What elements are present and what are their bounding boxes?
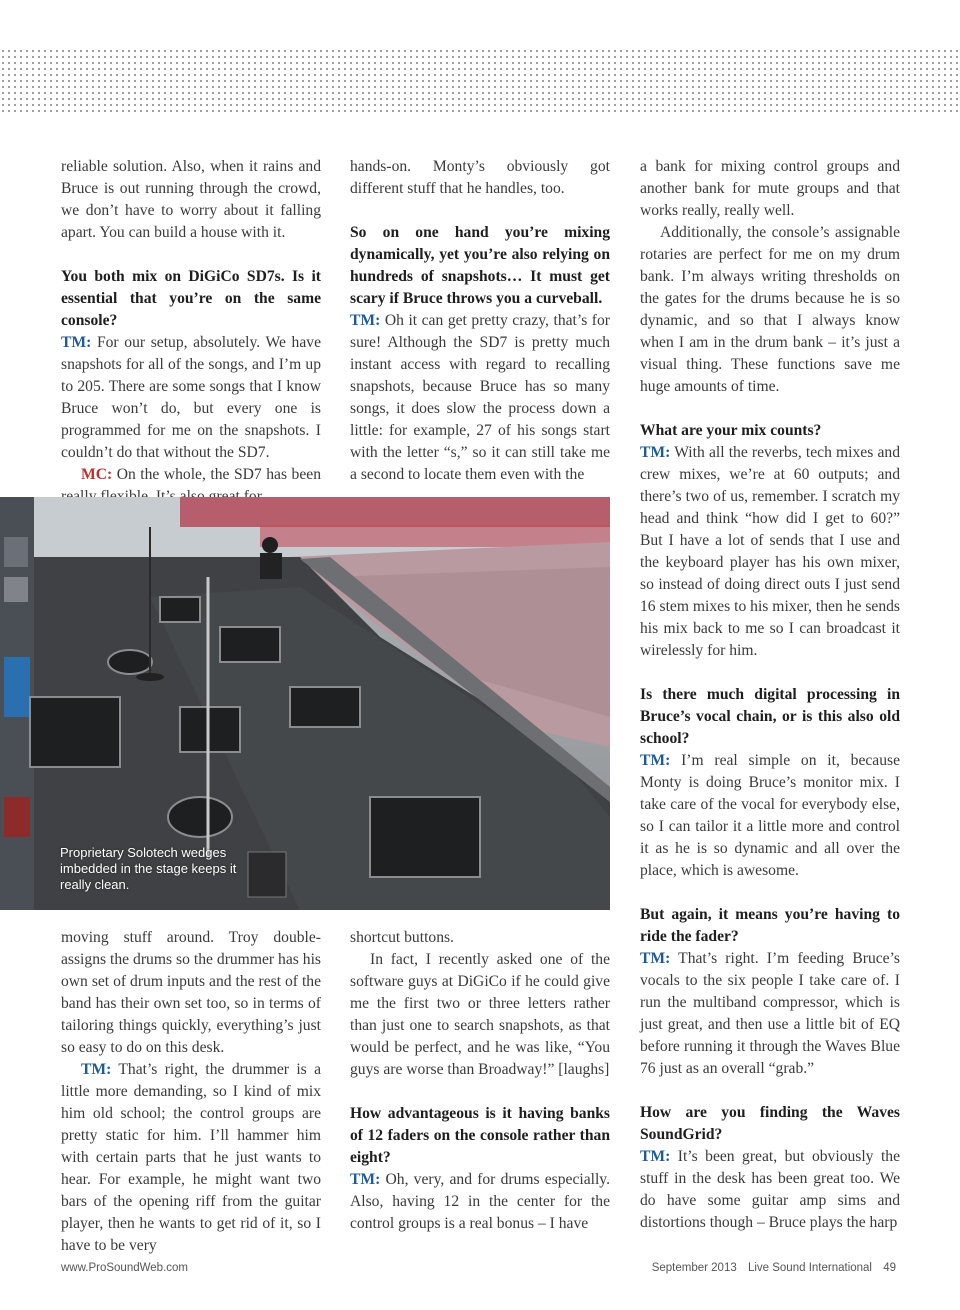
interview-answer — [350, 310, 610, 486]
speaker-label: TM: — [350, 312, 381, 329]
interview-answer — [640, 750, 900, 882]
decorative-dot-band — [0, 48, 960, 112]
paragraph: a bank for mixing control groups and another bank for mute groups and that works really, really well. — [640, 158, 900, 219]
page-number: 49 — [883, 1262, 896, 1274]
paragraph: Additionally, the console’s assignable rotaries are perfect for me on my drum bank. I’m always writing thresholds on the gates for the drums because he is so dynamic, and so that I always know when I am in the drum bank – it’s just a visual thing. These functions save me huge amounts of time. — [640, 224, 900, 395]
answer-text: Oh it can get pretty crazy, that’s for sure! Although the SD7 is pretty much instant access with regard to recalling snapshots, because Bruce has so many songs, it does slow the process down a little: for example, 27 of his songs start with the letter “s,” so it can still take me a second to locate them even with the — [350, 312, 610, 483]
interview-answer — [640, 948, 900, 1080]
interview-question: What are your mix counts? — [640, 422, 822, 439]
answer-text: For our setup, absolutely. We have snapshots for all of the songs, and I’m up to 205. There are some songs that I know Bruce won’t do, but every one is programmed for me on the snapshots. I couldn’t do that without the SD7. — [61, 334, 321, 461]
interview-question: How are you finding the Waves SoundGrid? — [640, 1104, 900, 1143]
interview-question: How advantageous is it having banks of 12 faders on the console rather than eight? — [350, 1105, 610, 1166]
interview-question: So on one hand you’re mixing dynamically, yet you’re also relying on hundreds of snapshots… It must get scary if Bruce throws you a curveball. — [350, 224, 610, 307]
interview-answer — [640, 1146, 900, 1234]
footer-issue-info — [644, 1262, 896, 1274]
speaker-label: TM: — [640, 752, 671, 769]
paragraph: reliable solution. Also, when it rains and Bruce is out running through the crowd, we don’t have to worry about it falling apart. You can build a house with it. — [61, 158, 321, 241]
speaker-label: TM: — [640, 1148, 671, 1165]
answer-text: That’s right. I’m feeding Bruce’s vocals to the six people I take care of. I run the multiband compressor, which is just great, and then use a little bit of EQ before running it through the Waves Blue 76 just as an overall “grab.” — [640, 950, 900, 1077]
answer-text: I’m real simple on it, because Monty is doing Bruce’s monitor mix. I take care of the vocal for everybody else, so I can tailor it a little more and control it as he is so dynamic and all over the place, which is awesome. — [640, 752, 900, 879]
speaker-label: TM: — [81, 1061, 112, 1078]
article-column-1-top — [61, 156, 321, 508]
answer-text: It’s been great, but obviously the stuff in the desk has been great too. We do have some guitar amp sims and distortions though – Bruce plays the harp — [640, 1148, 900, 1231]
answer-text: That’s right, the drummer is a little more demanding, so I kind of mix him old school; the control groups are pretty static for him. I’ll hammer him with certain parts that he just wants to hear. For example, he might want two bars of the opening riff from the guitar player, then he wants to get rid of it, so I have to be very — [61, 1061, 321, 1254]
paragraph: hands-on. Monty’s obviously got different stuff that he handles, too. — [350, 158, 610, 197]
answer-text: With all the reverbs, tech mixes and crew mixes, we’re at 60 outputs; and there’s two of us, remember. I scratch my head and think “how did I get to 60?” But I have a lot of sends that I use and the keyboard player has his own mixer, so instead of doing direct outs I just send 16 stem mixes to his mixer, then he sends his mix back to me so I can broadcast it wirelessly for him. — [640, 444, 900, 659]
speaker-label: TM: — [350, 1171, 381, 1188]
interview-answer — [61, 1059, 321, 1257]
paragraph: In fact, I recently asked one of the software guys at DiGiCo if he could give me the first two or three letters rather than just one to search snapshots, as that would be perfect, and he was like, “You guys are worse than Broadway!” [laughs] — [350, 951, 610, 1078]
speaker-label: TM: — [61, 334, 92, 351]
interview-answer — [640, 442, 900, 662]
footer-website: www.ProSoundWeb.com — [61, 1262, 188, 1274]
footer-date: September 2013 — [651, 1262, 737, 1274]
article-column-1-bottom — [61, 927, 321, 1257]
interview-answer — [61, 332, 321, 464]
speaker-label: TM: — [640, 950, 671, 967]
speaker-label: TM: — [640, 444, 671, 461]
article-column-2-top — [350, 156, 610, 486]
paragraph: moving stuff around. Troy double-assigns the drums so the drummer has his own set of drum inputs and the rest of the band has their own set too, so in terms of tailoring things quickly, everything’s just so easy to do on this desk. — [61, 929, 321, 1056]
footer-publication: Live Sound International — [747, 1262, 872, 1274]
interview-question: But again, it means you’re having to ride the fader? — [640, 906, 900, 945]
answer-text: Oh, very, and for drums especially. Also, having 12 in the center for the control groups is a real bonus – I have — [350, 1171, 610, 1232]
interview-question: Is there much digital processing in Bruce’s vocal chain, or is this also old school? — [640, 686, 900, 747]
interview-question: You both mix on DiGiCo SD7s. Is it essential that you’re on the same console? — [61, 268, 321, 329]
article-column-2-bottom — [350, 927, 610, 1235]
speaker-label: MC: — [81, 466, 113, 483]
paragraph: shortcut buttons. — [350, 929, 454, 946]
interview-answer — [350, 1169, 610, 1235]
article-column-3 — [640, 156, 900, 1234]
photo-caption: Proprietary Solotech wedges imbedded in the stage keeps it really clean. — [60, 845, 237, 892]
answer-text: On the whole, the SD7 has been — [116, 466, 321, 483]
